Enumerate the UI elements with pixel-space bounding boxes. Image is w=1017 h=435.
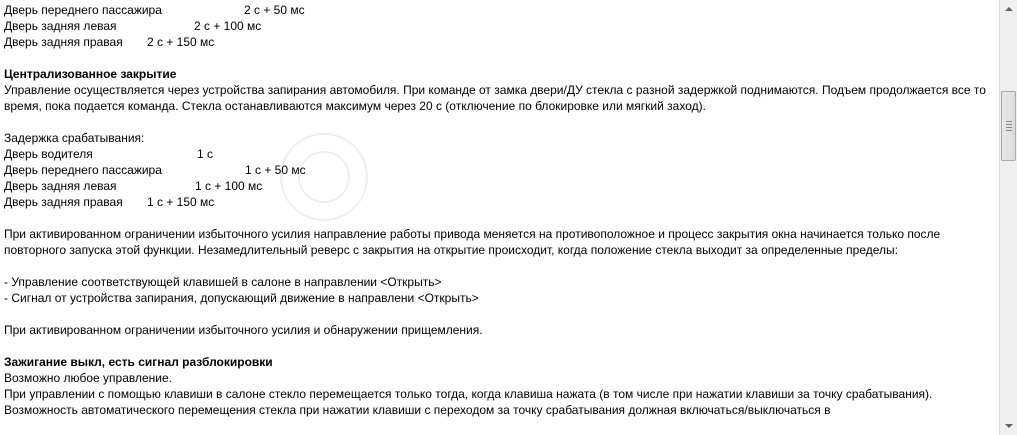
- timing-value: 1 с + 50 мс: [245, 163, 306, 177]
- timing-label: Дверь задняя левая: [4, 179, 117, 193]
- document-content: [4, 2, 996, 418]
- timing-label: Дверь задняя правая: [4, 195, 123, 209]
- timing-label: Дверь переднего пассажира: [4, 163, 162, 177]
- list-item: - Сигнал от устройства запирания, допускающий движение в направлени <Открыть>: [4, 291, 479, 305]
- timing-row: [4, 178, 996, 194]
- grip-line-icon: [1006, 121, 1012, 122]
- timing-row: [4, 34, 996, 50]
- timing-value: 2 с + 150 мс: [147, 35, 215, 49]
- grip-line-icon: [1006, 130, 1012, 131]
- arrow-up-icon: [1005, 7, 1013, 11]
- section-heading: Зажигание выкл, есть сигнал разблокировки: [4, 355, 273, 369]
- timing-row: [4, 2, 996, 18]
- scroll-down-button[interactable]: [1001, 418, 1017, 434]
- timing-value: 1 с: [197, 147, 214, 161]
- arrow-down-icon: [1005, 424, 1013, 428]
- scroll-up-button[interactable]: [1001, 1, 1017, 17]
- timing-value: 2 с + 100 мс: [194, 19, 262, 33]
- vertical-scrollbar[interactable]: [999, 0, 1017, 435]
- timing-label: Дверь водителя: [4, 147, 93, 161]
- grip-line-icon: [1006, 124, 1012, 125]
- scrollbar-thumb[interactable]: [1001, 91, 1016, 161]
- timing-value: 1 с + 100 мс: [195, 179, 263, 193]
- paragraph: При активированном ограничении избыточного усилия и обнаружении прищемления.: [4, 323, 483, 337]
- timing-row: [4, 162, 996, 178]
- delay-label: Задержка срабатывания:: [4, 131, 145, 145]
- timing-label: Дверь задняя левая: [4, 19, 117, 33]
- grip-line-icon: [1006, 127, 1012, 128]
- timing-row: [4, 146, 996, 162]
- scrollbar-track[interactable]: [1000, 18, 1017, 417]
- section-heading: Централизованное закрытие: [4, 67, 177, 81]
- paragraph: При активированном ограничении избыточного усилия направление работы привода меняется на противоположное и процесс закрытия окна начинается только после повторного запуска этой функции. Незамедлительный реверс с закрытия на открытие происходит, когда положение стекла выходит за определенные пределы:: [4, 227, 941, 257]
- list-item: - Управление соответствующей клавишей в салоне в направлении <Открыть>: [4, 275, 442, 289]
- paragraph: Управление осуществляется через устройства запирания автомобиля. При команде от замка двери/ДУ стекла с разной задержкой поднимаются. Подъем продолжается все то время, пока подается команда. Стекла останавливаются максимум через 20 с (отключение по блокировке или мягкий заход).: [4, 83, 986, 113]
- timing-row: [4, 194, 996, 210]
- paragraph: Возможно любое управление.: [4, 371, 173, 385]
- paragraph: При управлении с помощью клавиши в салоне стекло перемещается только тогда, когда клавиша нажата (в том числе при нажатии клавиши за точку срабатывания). Возможность автоматического перемещения стекла при нажатии клавиши с переходом за точку срабатывания должная включаться/выключаться в: [4, 387, 933, 417]
- timing-label: Дверь задняя правая: [4, 35, 123, 49]
- timing-value: 2 с + 50 мс: [244, 3, 305, 17]
- timing-value: 1 с + 150 мс: [147, 195, 215, 209]
- timing-label: Дверь переднего пассажира: [4, 3, 162, 17]
- timing-row: [4, 18, 996, 34]
